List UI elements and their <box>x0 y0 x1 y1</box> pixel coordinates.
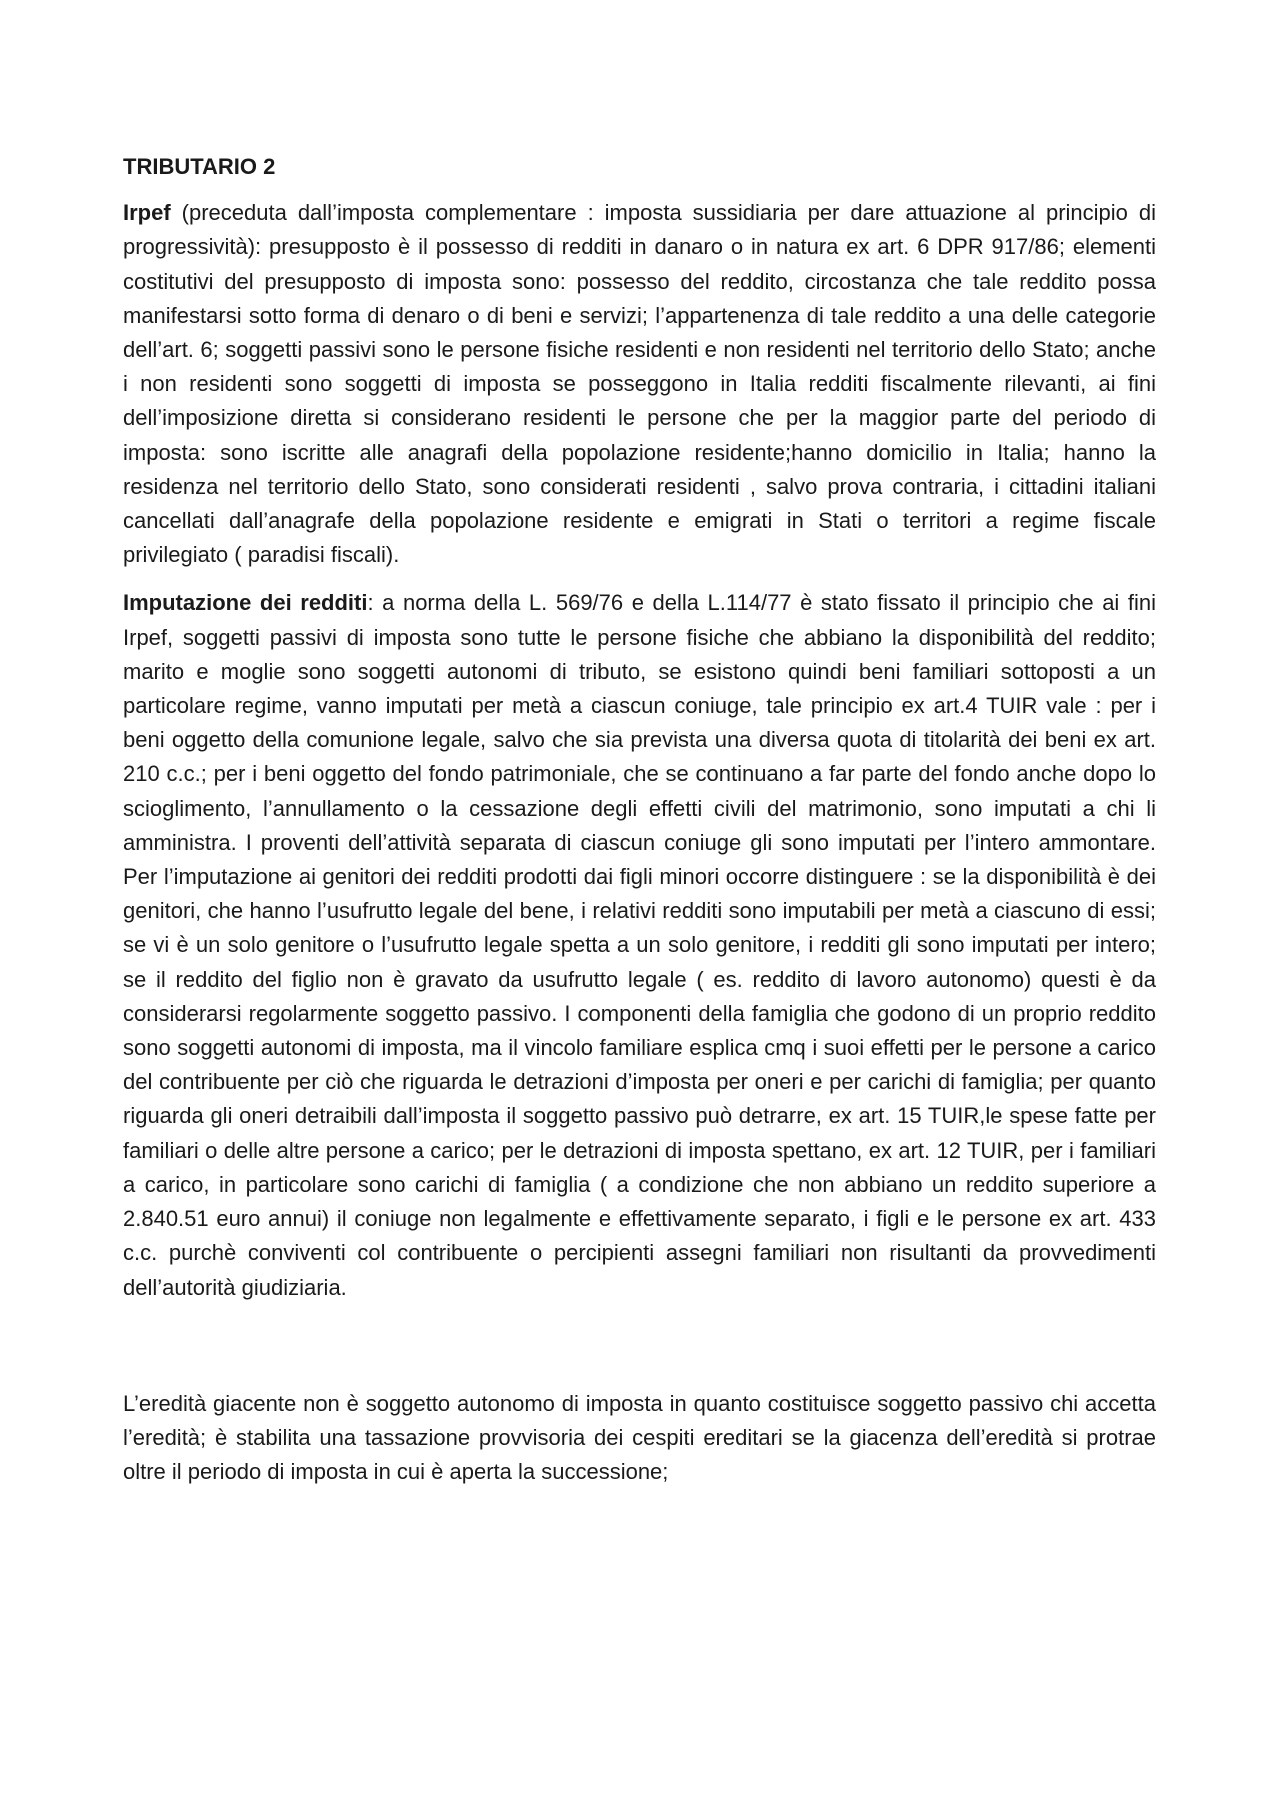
paragraph-imputazione <box>123 586 1156 1304</box>
paragraph-irpef <box>123 196 1156 572</box>
paragraph-imputazione-text: : a norma della L. 569/76 e della L.114/77 è stato fissato il principio che ai fini Irpef, soggetti passivi di imposta sono tutte le persone fisiche che abbiano la disponibilità del reddito; marito e moglie sono soggetti autonomi di tributo, se esistono quindi beni familiari sottoposti a un particolare regime, vanno imputati per metà a ciascun coniuge, tale principio ex art.4 TUIR vale : per i beni oggetto della comunione legale, salvo che sia prevista una diversa quota di titolarità dei beni ex art. 210 c.c.; per i beni oggetto del fondo patrimoniale, che se continuano a far parte del fondo anche dopo lo scioglimento, l’annullamento o la cessazione degli effetti civili del matrimonio, sono imputati a chi li amministra. I proventi dell’attività separata di ciascun coniuge gli sono imputati per l’intero ammontare. Per l’imputazione ai genitori dei redditi prodotti dai figli minori occorre distinguere : se la disponibilità è dei genitori, che hanno l’usufrutto legale del bene, i relativi redditi sono imputabili per metà a ciascuno di essi; se vi è un solo genitore o l’usufrutto legale spetta a un solo genitore, i redditi gli sono imputati per intero; se il reddito del figlio non è gravato da usufrutto legale ( es. reddito di lavoro autonomo) questi è da considerarsi regolarmente soggetto passivo. I componenti della famiglia che godono di un proprio reddito sono soggetti autonomi di imposta, ma il vincolo familiare esplica cmq i suoi effetti per le persone a carico del contribuente per ciò che riguarda le detrazioni d’imposta per oneri e per carichi di famiglia; per quanto riguarda gli oneri detraibili dall’imposta il soggetto passivo può detrarre, ex art. 15 TUIR,le spese fatte per familiari o delle altre persone a carico; per le detrazioni di imposta spettano, ex art. 12 TUIR, per i familiari a carico, in particolare sono carichi di famiglia ( a condizione che non abbiano un reddito superiore a 2.840.51 euro annui) il coniuge non legalmente e effettivamente separato, i figli e le persone ex art. 433 c.c. purchè conviventi col contribuente o percipienti assegni familiari non risultanti da provvedimenti dell’autorità giudiziaria. <box>123 590 1156 1300</box>
paragraph-imputazione-heading: Imputazione dei redditi <box>123 590 368 616</box>
paragraph-irpef-text: (preceduta dall’imposta complementare : imposta sussidiaria per dare attuazione al principio di progressività): presupposto è il possesso di redditi in danaro o in natura ex art. 6 DPR 917/86; elementi costitutivi del presupposto di imposta sono: possesso del reddito, circostanza che tale reddito possa manifestarsi sotto forma di denaro o di beni e servizi; l’appartenenza di tale reddito a una delle categorie dell’art. 6; soggetti passivi sono le persone fisiche residenti e non residenti nel territorio dello Stato; anche i non residenti sono soggetti di imposta se posseggono in Italia redditi fiscalmente rilevanti, ai fini dell’imposizione diretta si considerano residenti le persone che per la maggior parte del periodo di imposta: sono iscritte alle anagrafi della popolazione residente;hanno domicilio in Italia; hanno la residenza nel territorio dello Stato, sono considerati residenti , salvo prova contraria, i cittadini italiani cancellati dall’anagrafe della popolazione residente e emigrati in Stati o territori a regime fiscale privilegiato ( paradisi fiscali). <box>123 200 1156 568</box>
paragraph-eredita-giacente-text: L’eredità giacente non è soggetto autonomo di imposta in quanto costituisce soggetto passivo chi accetta l’eredità; è stabilita una tassazione provvisoria dei cespiti ereditari se la giacenza dell’eredità si protrae oltre il periodo di imposta in cui è aperta la successione; <box>123 1390 1156 1485</box>
document-title: TRIBUTARIO 2 <box>123 154 276 179</box>
document-body <box>123 150 1156 1489</box>
paragraph-irpef-heading: Irpef <box>123 200 171 226</box>
paragraph-eredita-giacente <box>123 1387 1156 1490</box>
